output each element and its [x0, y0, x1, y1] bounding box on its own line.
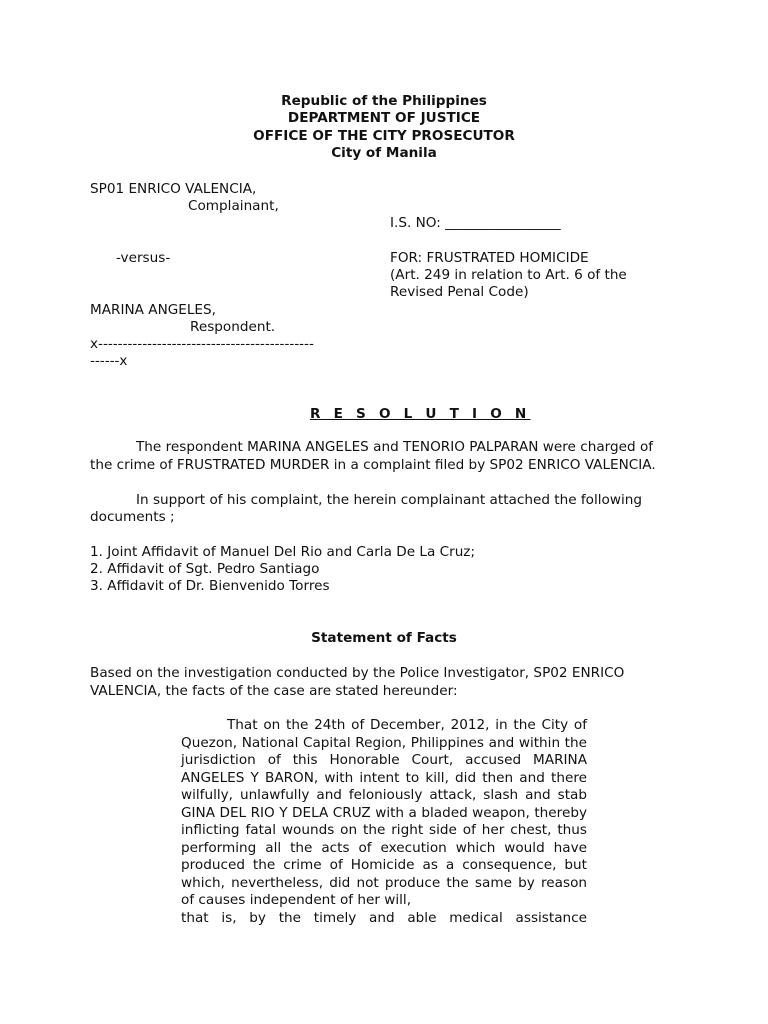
respondent-role: Respondent.: [190, 319, 276, 335]
header-department: DEPARTMENT OF JUSTICE: [287, 110, 481, 126]
statement-of-facts-heading: Statement of Facts: [311, 630, 457, 646]
header-republic: Republic of the Philippines: [281, 93, 487, 109]
resolution-title-text: R E S O L U T I O N: [310, 406, 531, 422]
document-item-1: 1. Joint Affidavit of Manuel Del Rio and Carla De La Cruz;: [90, 544, 476, 560]
paragraph2-line2: documents ;: [90, 509, 175, 525]
complainant-name: SP01 ENRICO VALENCIA,: [90, 181, 257, 197]
facts-intro-line1: Based on the investigation conducted by the Police Investigator, SP02 ENRICO: [90, 665, 625, 681]
charge-line3: Revised Penal Code): [390, 284, 529, 300]
complainant-role: Complainant,: [188, 198, 279, 214]
caption-separator-line1: x--------------------------------------------: [90, 336, 314, 352]
paragraph1-line2: the crime of FRUSTRATED MURDER in a complaint filed by SP02 ENRICO VALENCIA.: [90, 457, 656, 473]
paragraph1-line1: The respondent MARINA ANGELES and TENORIO PALPARAN were charged of: [136, 439, 654, 455]
header-office: OFFICE OF THE CITY PROSECUTOR: [253, 128, 515, 144]
document-item-2: 2. Affidavit of Sgt. Pedro Santiago: [90, 561, 320, 577]
facts-intro-line2: VALENCIA, the facts of the case are stated hereunder:: [90, 683, 458, 699]
quoted-facts-block: [181, 717, 587, 927]
quoted-facts-last-line: that is, by the timely and able medical assistance: [181, 909, 587, 926]
document-item-3: 3. Affidavit of Dr. Bienvenido Torres: [90, 578, 330, 594]
respondent-name: MARINA ANGELES,: [90, 302, 216, 318]
header-city: City of Manila: [331, 145, 437, 161]
paragraph2-line1: In support of his complaint, the herein complainant attached the following: [136, 492, 643, 508]
quoted-facts-body: That on the 24th of December, 2012, in the City of Quezon, National Capital Region, Philippines and within the jurisdiction of this Honorable Court, accused MARINA ANGELES Y BARON, with intent to kill, did then and there wilfully, unlawfully and feloniously attack, slash and stab GINA DEL RIO Y DELA CRUZ with a bladed weapon, thereby inflicting fatal wounds on the right side of her chest, thus performing all the acts of execution which would have produced the crime of Homicide as a consequence, but which, nevertheless, did not produce the same by reason of causes independent of her will,: [181, 717, 587, 908]
caption-separator-line2: ------x: [90, 353, 128, 369]
charge-line1: FOR: FRUSTRATED HOMICIDE: [390, 250, 589, 266]
is-number: I.S. NO: _________________: [390, 215, 561, 231]
resolution-title: [310, 406, 530, 424]
versus-label: -versus-: [116, 250, 171, 266]
charge-line2: (Art. 249 in relation to Art. 6 of the: [390, 267, 627, 283]
